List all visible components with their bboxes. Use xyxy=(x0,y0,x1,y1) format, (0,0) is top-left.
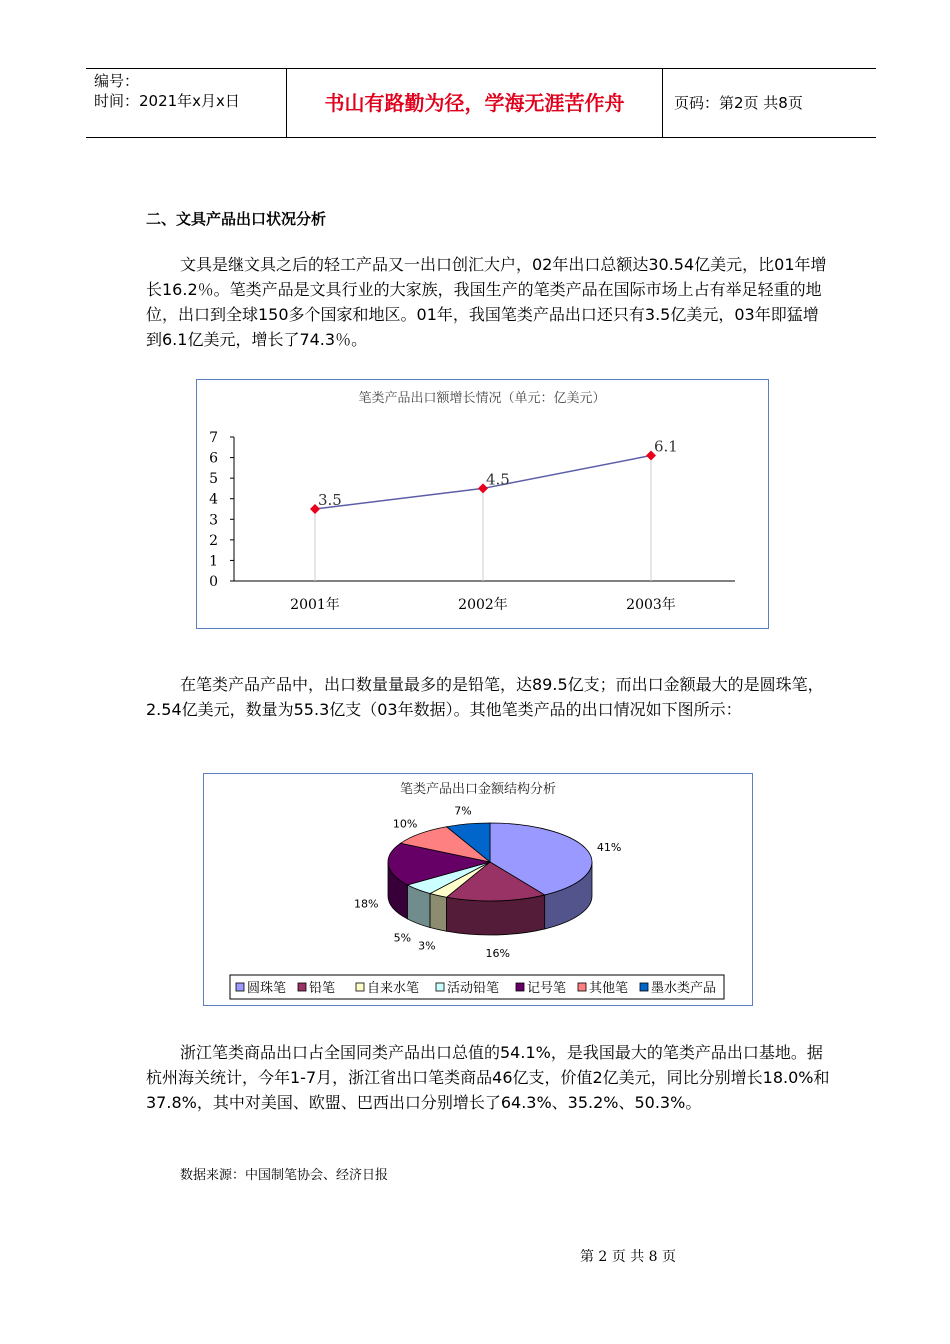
pie-percent-label: 7% xyxy=(454,804,472,818)
legend-label: 记号笔 xyxy=(527,981,567,996)
pie-slice-side xyxy=(430,894,447,932)
paragraph-2: 在笔类产品产品中，出口数量量最多的是铅笔，达89.5亿支；而出口金额最大的是圆珠笔，2.54亿美元，数量为55.3亿支（03年数据）。其他笔类产品的出口情况如下图所示： xyxy=(146,675,824,719)
y-tick-label: 7 xyxy=(209,430,218,446)
y-tick-label: 0 xyxy=(209,574,218,590)
legend-swatch xyxy=(436,983,444,991)
pie-percent-label: 5% xyxy=(393,931,412,945)
doc-time-label: 时间：2021年x月x日 xyxy=(94,92,240,110)
y-tick-label: 2 xyxy=(209,532,218,549)
data-label: 6.1 xyxy=(654,437,678,456)
pie-percent-label: 16% xyxy=(485,946,511,960)
paragraph-3: 浙江笔类商品出口占全国同类产品出口总值的54.1%，是我国最大的笔类产品出口基地。据杭州海关统计，今年1-7月，浙江省出口笔类商品46亿支，价值2亿美元，同比分别增长18.0%和37.8%，其中对美国、欧盟、巴西出口分别增长了64.3%、35.2%、50.3%。 xyxy=(146,1043,830,1112)
pie-chart-title: 笔类产品出口金额结构分析 xyxy=(399,782,557,797)
paragraph-1: 文具是继文具之后的轻工产品又一出口创汇大户，02年出口总额达30.54亿美元，比01年增长16.2％。笔类产品是文具行业的大家族，我国生产的笔类产品在国际市场上占有举足轻重的地位，出口到全球150多个国家和地区。01年，我国笔类产品出口还只有3.5亿美元，03年即猛增到6.1亿美元，增长了74.3％。 xyxy=(146,255,827,349)
pie-chart-frame xyxy=(203,773,753,1006)
legend-label: 活动铅笔 xyxy=(447,981,500,996)
data-label: 3.5 xyxy=(318,491,342,509)
line-chart-title: 笔类产品出口额增长情况（单元：亿美元） xyxy=(358,391,606,406)
pie-chart xyxy=(204,774,752,1005)
legend-swatch xyxy=(298,983,306,991)
x-tick-label: 2002年 xyxy=(458,597,508,613)
pie-percent-label: 3% xyxy=(418,939,436,953)
legend-swatch xyxy=(236,983,244,991)
legend-swatch xyxy=(516,983,524,991)
pie-percent-label: 18% xyxy=(354,897,379,911)
legend-swatch xyxy=(578,983,586,991)
legend-label: 其他笔 xyxy=(589,981,629,996)
y-tick-label: 6 xyxy=(209,450,218,467)
pie-percent-label: 10% xyxy=(392,817,418,831)
legend-label: 铅笔 xyxy=(309,981,336,996)
page-footer: 第 2 页 共 8 页 xyxy=(579,1249,677,1265)
doc-number-label: 编号： xyxy=(94,72,140,90)
legend-swatch xyxy=(640,983,648,991)
line-chart xyxy=(197,380,768,628)
legend-label: 自来水笔 xyxy=(367,981,420,996)
y-tick-label: 5 xyxy=(209,471,218,488)
data-label: 4.5 xyxy=(486,470,510,489)
x-tick-label: 2001年 xyxy=(290,597,340,613)
header-motto: 书山有路勤为径，学海无涯苦作舟 xyxy=(286,69,663,137)
legend-swatch xyxy=(356,983,364,991)
line-chart-frame xyxy=(196,379,769,629)
section-title: 二、文具产品出口状况分析 xyxy=(146,210,327,228)
x-tick-label: 2003年 xyxy=(626,597,676,613)
legend-label: 墨水类产品 xyxy=(651,981,717,996)
header-page-info: 页码：第2页 共8页 xyxy=(674,94,803,112)
y-tick-label: 1 xyxy=(209,553,218,570)
y-tick-label: 3 xyxy=(209,512,218,529)
y-tick-label: 4 xyxy=(209,491,218,508)
pie-percent-label: 41% xyxy=(596,841,622,855)
page-header xyxy=(86,68,876,138)
legend-label: 圆珠笔 xyxy=(247,981,287,996)
header-meta xyxy=(86,69,286,137)
source-note: 数据来源：中国制笔协会、经济日报 xyxy=(180,1168,389,1183)
